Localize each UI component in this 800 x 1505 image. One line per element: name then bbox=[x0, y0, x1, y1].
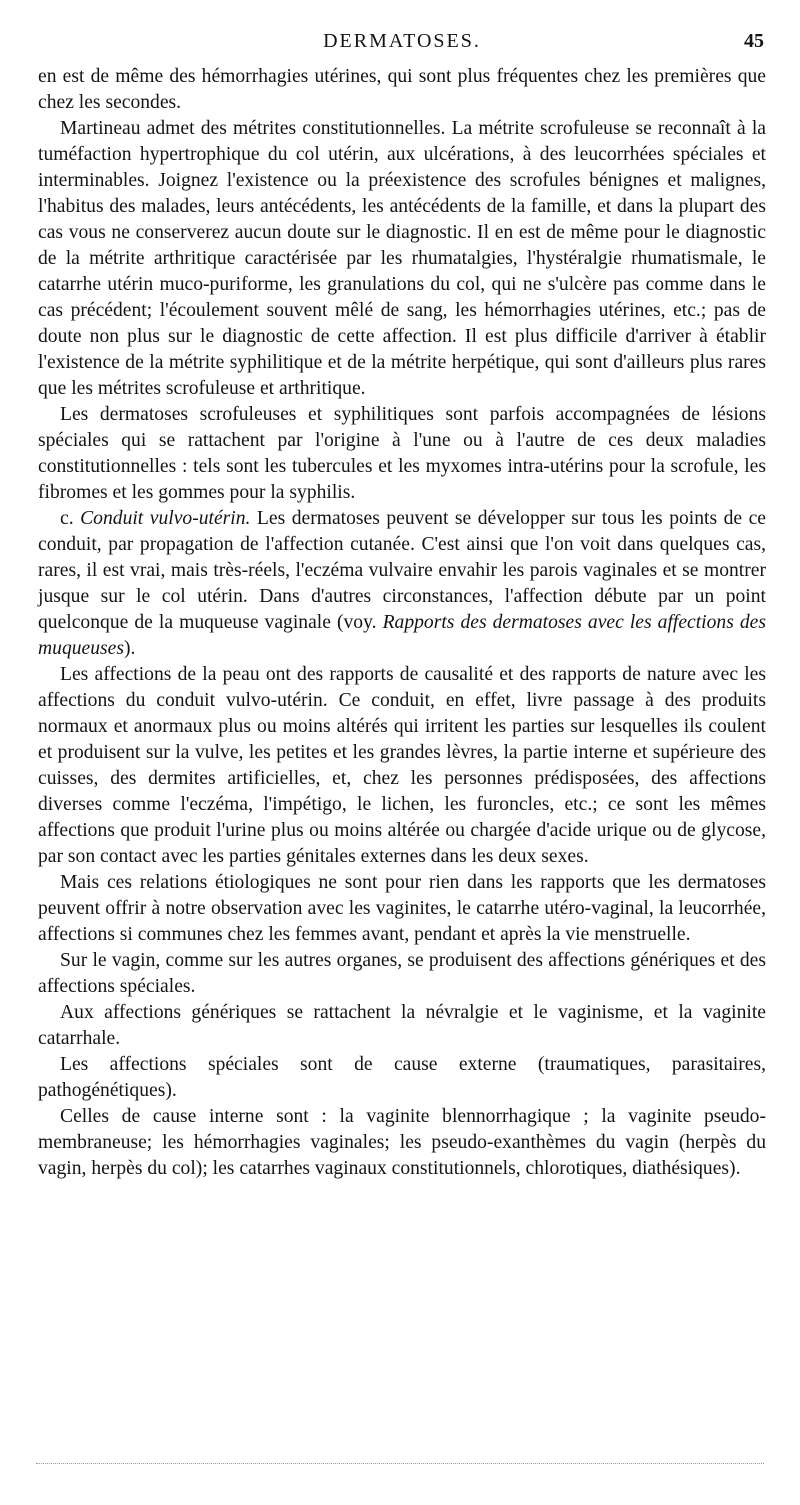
text-run: Les dermatoses scrofuleuses et syphilitiques sont parfois accompagnées de lésions spéciales qui se rattachent par l'origine à l'une ou à l'autre de ces deux maladies constitutionnelles : tels sont les tubercules et les myxomes intra-utérins pour la scrofule, les fibromes et les gommes pour la syphilis. bbox=[38, 404, 766, 503]
paragraph-p9 bbox=[38, 1052, 766, 1104]
paragraph-p10 bbox=[38, 1104, 766, 1182]
page-number: 45 bbox=[744, 30, 764, 52]
text-run: Les affections spéciales sont de cause externe (traumatiques, parasitaires, pathogénétiques). bbox=[38, 1054, 766, 1101]
italic-text-run: Conduit vulvo-utérin. bbox=[80, 508, 251, 529]
body-text bbox=[38, 64, 766, 1182]
paragraph-p8 bbox=[38, 1000, 766, 1052]
paragraph-p4 bbox=[38, 506, 766, 662]
paragraph-p1 bbox=[38, 64, 766, 116]
running-head bbox=[38, 30, 766, 54]
paragraph-p5 bbox=[38, 662, 766, 870]
text-run: Mais ces relations étiologiques ne sont pour rien dans les rapports que les dermatoses peuvent offrir à notre observation avec les vaginites, le catarrhe utéro-vaginal, la leucorrhée, affections si communes chez les femmes avant, pendant et après la vie menstruelle. bbox=[38, 872, 766, 945]
text-run: Martineau admet des métrites constitutionnelles. La métrite scrofuleuse se reconnaît à la tuméfaction hypertrophique du col utérin, aux ulcérations, à des leucorrhées spéciales et interminables. Joignez l'existence ou la préexistence des scrofules bénignes et malignes, l'habitus des malades, leurs antécédents, les antécédents de la famille, et dans la plupart des cas vous ne conserverez aucun doute sur le diagnostic. Il en est de même pour le diagnostic de la métrite arthritique caractérisée par les rhumatalgies, l'hystéralgie rhumatismale, le catarrhe utérin muco-puriforme, les granulations du col, qui ne s'ulcère pas comme dans le cas précédent; l'écoulement souvent mêlé de sang, les hémorrhagies utérines, etc.; pas de doute non plus sur le diagnostic de cette affection. Il est plus difficile d'arriver à établir l'existence de la métrite syphilitique et de la métrite herpétique, qui sont d'ailleurs plus rares que les métrites scrofuleuse et arthritique. bbox=[38, 118, 766, 399]
paragraph-p2 bbox=[38, 116, 766, 402]
italic-text-run: Rapports des dermatoses avec les affections des muqueuses bbox=[38, 612, 766, 659]
running-title: DERMATOSES. bbox=[323, 30, 481, 52]
text-run: Aux affections génériques se rattachent la névralgie et le vaginisme, et la vaginite catarrhale. bbox=[38, 1002, 766, 1049]
footer-rule bbox=[36, 1463, 764, 1464]
paragraph-p6 bbox=[38, 870, 766, 948]
text-run: en est de même des hémorrhagies utérines, qui sont plus fréquentes chez les premières que chez les secondes. bbox=[38, 66, 766, 113]
text-run: Les dermatoses peuvent se développer sur tous les points de ce conduit, par propagation de l'affection cutanée. C'est ainsi que l'on voit dans quelques cas, rares, il est vrai, mais très-réels, l'eczéma vulvaire envahir les parois vaginales et se montrer jusque sur le col utérin. Dans d'autres circonstances, l'affection débute par un point quelconque de la muqueuse vaginale (voy. bbox=[38, 508, 766, 633]
text-run: Les affections de la peau ont des rapports de causalité et des rapports de nature avec les affections du conduit vulvo-utérin. Ce conduit, en effet, livre passage à des produits normaux et anormaux plus ou moins altérés qui irritent les parties sur lesquelles ils coulent et produisent sur la vulve, les petites et les grandes lèvres, la partie interne et supérieure des cuisses, des dermites artificielles, et, chez les personnes prédisposées, des affections diverses comme l'eczéma, l'impétigo, le lichen, les furoncles, etc.; ce sont les mêmes affections que produit l'urine plus ou moins altérée ou chargée d'acide urique ou de glycose, par son contact avec les parties génitales externes dans les deux sexes. bbox=[38, 664, 766, 867]
text-run: c. bbox=[60, 508, 81, 529]
paragraph-p3 bbox=[38, 402, 766, 506]
text-run: Sur le vagin, comme sur les autres organes, se produisent des affections génériques et des affections spéciales. bbox=[38, 950, 766, 997]
text-run: ). bbox=[123, 638, 136, 659]
paragraph-p7 bbox=[38, 948, 766, 1000]
text-run: Celles de cause interne sont : la vaginite blennorrhagique ; la vaginite pseudo-membraneuse; les hémorrhagies vaginales; les pseudo-exanthèmes du vagin (herpès du vagin, herpès du col); les catarrhes vaginaux constitutionnels, chlorotiques, diathésiques). bbox=[38, 1106, 766, 1179]
